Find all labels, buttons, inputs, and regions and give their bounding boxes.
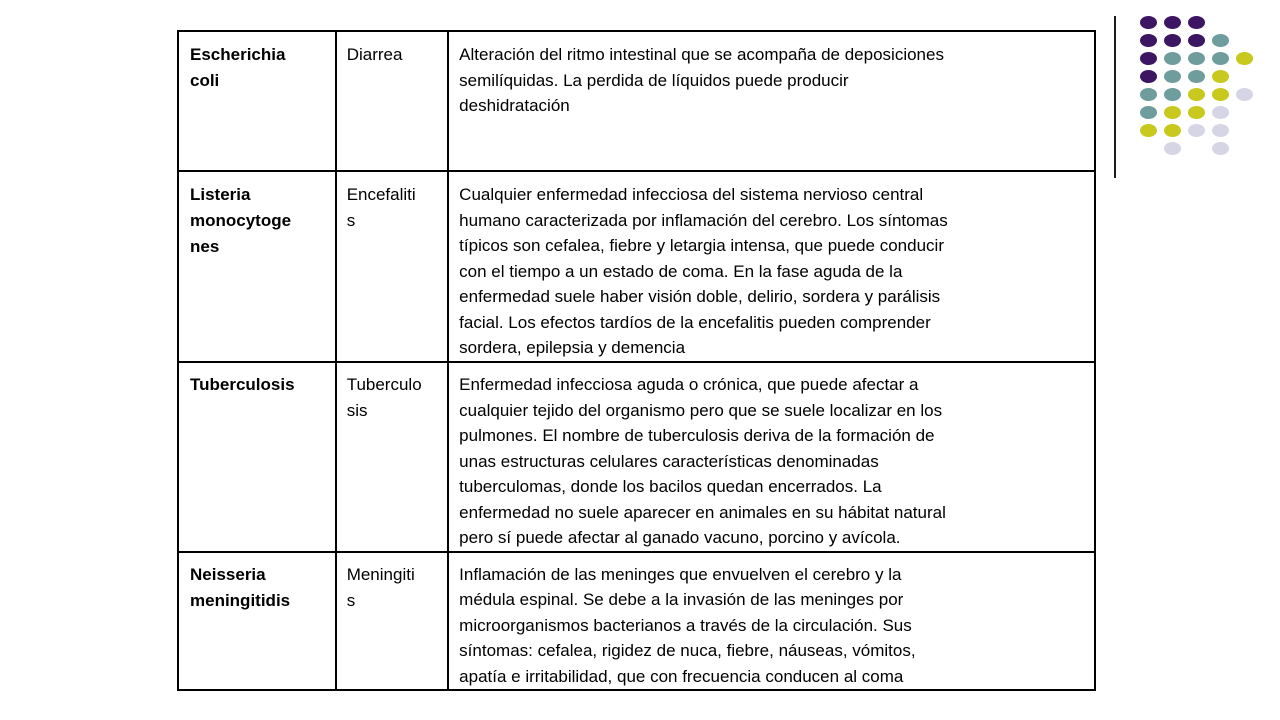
decorative-dot <box>1188 52 1205 65</box>
disease-cell <box>336 171 448 362</box>
decorative-dot <box>1188 88 1205 101</box>
description-cell <box>448 31 1095 171</box>
decorative-dot <box>1212 106 1229 119</box>
organism-cell <box>178 552 336 691</box>
organism-name: Listeria monocytoge nes <box>190 185 292 256</box>
table-row <box>178 171 1095 362</box>
organism-name: Tuberculosis <box>190 375 295 394</box>
decorative-dot <box>1212 70 1229 83</box>
description-cell <box>448 552 1095 691</box>
decorative-dot <box>1212 124 1229 137</box>
description-cell <box>448 171 1095 362</box>
disease-name: Meningiti s <box>346 564 415 610</box>
disease-cell <box>336 362 448 552</box>
decorative-dot <box>1164 52 1181 65</box>
disease-description: Cualquier enfermedad infecciosa del sistema nervioso central humano caracterizada por inflamación del cerebro. Los síntomas típicos son cefalea, fiebre y letargia intensa, que puede conducir con el tiempo a un estado de coma. En la fase aguda de la enfermedad suele haber visión doble, delirio, sordera y parálisis facial. Los efectos tardíos de la encefalitis pueden comprender sordera, epilepsia y demencia <box>459 185 948 357</box>
decorative-dot <box>1188 70 1205 83</box>
decorative-dot <box>1164 16 1181 29</box>
decorative-vertical-rule <box>1114 16 1116 178</box>
decorative-dot <box>1164 142 1181 155</box>
organism-cell <box>178 362 336 552</box>
decorative-dot <box>1212 88 1229 101</box>
decorative-dot <box>1140 124 1157 137</box>
decorative-dot <box>1164 70 1181 83</box>
disease-name: Tuberculo sis <box>346 375 422 420</box>
disease-table <box>177 30 1096 691</box>
organism-cell <box>178 31 336 171</box>
decorative-dot <box>1236 52 1253 65</box>
organism-name: Neisseria meningitidis <box>190 564 291 610</box>
decorative-dot <box>1212 142 1229 155</box>
table-row <box>178 362 1095 552</box>
decorative-dot <box>1212 52 1229 65</box>
decorative-dot <box>1140 88 1157 101</box>
decorative-dot <box>1140 16 1157 29</box>
decorative-dot <box>1140 70 1157 83</box>
decorative-dot <box>1188 34 1205 47</box>
organism-cell <box>178 171 336 362</box>
decorative-dot <box>1164 106 1181 119</box>
decorative-dot <box>1140 34 1157 47</box>
decorative-dot <box>1164 124 1181 137</box>
disease-description: Inflamación de las meninges que envuelven el cerebro y la médula espinal. Se debe a la invasión de las meninges por microorganismos bacterianos a través de la circulación. Sus síntomas: cefalea, rigidez de nuca, fiebre, náuseas, vómitos, apatía e irritabilidad, que con frecuencia conducen al coma <box>459 564 916 686</box>
decorative-dot <box>1140 52 1157 65</box>
organism-name: Escherichia coli <box>190 45 286 90</box>
disease-description: Enfermedad infecciosa aguda o crónica, que puede afectar a cualquier tejido del organismo pero que se suele localizar en los pulmones. El nombre de tuberculosis deriva de la formación de unas estructuras celulares características denominadas tuberculomas, donde los bacilos quedan encerrados. La enfermedad no suele aparecer en animales en su hábitat natural pero sí puede afectar al ganado vacuno, porcino y avícola. <box>459 375 946 547</box>
decorative-dot <box>1188 106 1205 119</box>
decorative-dot <box>1188 124 1205 137</box>
disease-description: Alteración del ritmo intestinal que se acompaña de deposiciones semilíquidas. La perdida de líquidos puede producir deshidratación <box>459 45 944 115</box>
description-cell <box>448 362 1095 552</box>
decorative-dot <box>1164 34 1181 47</box>
disease-name: Diarrea <box>346 45 403 64</box>
decorative-dot <box>1164 88 1181 101</box>
decorative-dot <box>1236 88 1253 101</box>
disease-cell <box>336 31 448 171</box>
decorative-dot <box>1188 16 1205 29</box>
disease-name: Encefaliti s <box>346 185 416 230</box>
disease-cell <box>336 552 448 691</box>
table-row <box>178 31 1095 171</box>
decorative-dot <box>1212 34 1229 47</box>
table-row <box>178 552 1095 691</box>
decorative-dot <box>1140 106 1157 119</box>
